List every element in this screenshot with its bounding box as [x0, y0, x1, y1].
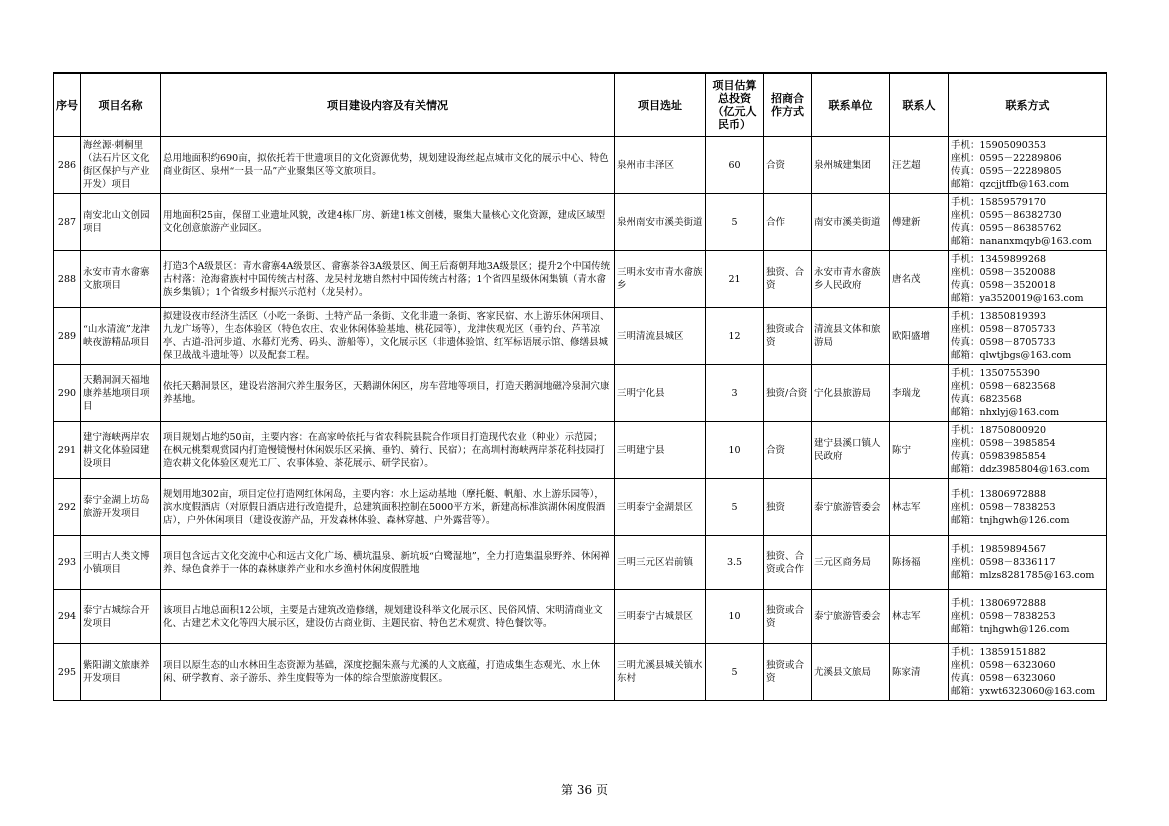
table-row: [54, 422, 1107, 479]
contact-line: 手机：15859579170: [951, 197, 1046, 208]
table-row: [54, 251, 1107, 308]
row-unit: 南安市溪美街道: [812, 194, 890, 251]
table-row: [54, 308, 1107, 365]
row-unit: 永安市青水畲族乡人民政府: [812, 251, 890, 308]
page-number: 第 36 页: [561, 783, 608, 797]
contact-line: 传真：0598－3520018: [951, 280, 1056, 291]
header-site: 项目选址: [615, 73, 706, 137]
row-content: 项目包含远古文化交流中心和远古文化广场、横坑温泉、新坑坂“白鹭湿地”，全力打造集温泉野养、休闲禅养、绿色食养于一体的森林康养产业和水乡渔村休闲度假胜地: [161, 536, 615, 590]
row-invest: 5: [706, 194, 764, 251]
row-project-name: 紫阳湖文旅康养开发项目: [81, 644, 161, 701]
table-row: [54, 194, 1107, 251]
contact-line: 座机：0598－8336117: [951, 557, 1056, 568]
row-seq: 289: [54, 308, 81, 365]
row-site: 三明永安市青水畲族乡: [615, 251, 706, 308]
row-person: 林志军: [890, 590, 949, 644]
contact-line: 座机：0598－7838253: [951, 611, 1056, 622]
contact-line: 座机：0598－3520088: [951, 267, 1056, 278]
project-table: [53, 72, 1107, 701]
row-seq: 294: [54, 590, 81, 644]
row-site: 三明尤溪县城关镇水东村: [615, 644, 706, 701]
contact-line: 手机：13850819393: [951, 311, 1046, 322]
contact-line: 传真：0598－8705733: [951, 337, 1056, 348]
contact-line: 邮箱：mlzs8281785@163.com: [951, 570, 1095, 581]
row-project-name: 海丝源·刺桐里（法石片区文化街区保护与产业开发）项目: [81, 137, 161, 194]
header-person: 联系人: [890, 73, 949, 137]
row-content: 用地面积25亩，保留工业遗址风貌，改建4栋厂房、新建1栋文创楼，聚集大量核心文化资源，建成区域型文化创意旅游产业园区。: [161, 194, 615, 251]
row-contact: [949, 251, 1107, 308]
row-contact: [949, 590, 1107, 644]
row-site: 三明泰宁金湖景区: [615, 479, 706, 536]
row-invest: 5: [706, 479, 764, 536]
row-contact: [949, 308, 1107, 365]
contact-line: 手机：13806972888: [951, 488, 1046, 500]
header-unit: 联系单位: [812, 73, 890, 137]
contact-line: 手机：15905090353: [951, 140, 1046, 151]
row-person: 陈扬福: [890, 536, 949, 590]
row-seq: 293: [54, 536, 81, 590]
row-person: 陈宁: [890, 422, 949, 479]
header-invest: 项目估算总投资（亿元人民币）: [706, 73, 764, 137]
row-person: 唐名茂: [890, 251, 949, 308]
table-row: [54, 365, 1107, 422]
contact-line: 座机：0595－86382730: [951, 210, 1062, 221]
contact-line: 邮箱：nhxlyj@163.com: [951, 407, 1060, 418]
row-mode: 独资或合资: [764, 308, 812, 365]
contact-line: 手机：13806972888: [951, 598, 1046, 609]
row-site: 三明宁化县: [615, 365, 706, 422]
contact-line: 邮箱：nananxmqyb@163.com: [951, 236, 1092, 247]
row-project-name: 永安市青水畲寨文旅项目: [81, 251, 161, 308]
row-mode: 独资: [764, 479, 812, 536]
contact-line: 邮箱：tnjhgwh@126.com: [951, 514, 1070, 526]
row-contact: [949, 536, 1107, 590]
row-unit: 宁化县旅游局: [812, 365, 890, 422]
row-unit: 清流县文体和旅游局: [812, 308, 890, 365]
header-name: 项目名称: [81, 73, 161, 137]
contact-line: 座机：0598－3985854: [951, 438, 1056, 449]
contact-line: 手机：1350755390: [951, 368, 1040, 379]
row-unit: 三元区商务局: [812, 536, 890, 590]
row-project-name: 天鹅洞洞天福地康养基地项目项目: [81, 365, 161, 422]
row-invest: 5: [706, 644, 764, 701]
contact-line: 传真：05983985854: [951, 451, 1046, 462]
row-invest: 60: [706, 137, 764, 194]
contact-line: 座机：0598－6823568: [951, 381, 1056, 392]
table-row: [54, 479, 1107, 536]
row-site: 三明泰宁古城景区: [615, 590, 706, 644]
row-invest: 3: [706, 365, 764, 422]
row-invest: 3.5: [706, 536, 764, 590]
row-contact: [949, 479, 1107, 536]
row-project-name: 建宁海峡两岸农耕文化体验园建设项目: [81, 422, 161, 479]
row-site: 泉州南安市溪美街道: [615, 194, 706, 251]
row-seq: 291: [54, 422, 81, 479]
row-person: 傅建新: [890, 194, 949, 251]
table-row: [54, 590, 1107, 644]
row-site: 三明建宁县: [615, 422, 706, 479]
contact-line: 手机：13459899268: [951, 254, 1046, 265]
row-unit: 泰宁旅游管委会: [812, 590, 890, 644]
row-content: 打造3个A级景区：青水畲寨4A级景区、畲寨茶谷3A级景区、闽王后裔朝拜地3A级景区；提升2个中国传统古村落：沧海畲族村中国传统古村落、龙吴村龙塘自然村中国传统古村落；1个省四星级休闲集镇（青水畲族乡集镇）；1个省级乡村振兴示范村（龙吴村）。: [161, 251, 615, 308]
contact-line: 座机：0598－7838253: [951, 501, 1056, 513]
row-contact: [949, 644, 1107, 701]
row-seq: 286: [54, 137, 81, 194]
table-row: [54, 644, 1107, 701]
row-seq: 295: [54, 644, 81, 701]
contact-line: 邮箱：tnjhgwh@126.com: [951, 624, 1070, 635]
row-mode: 合资: [764, 422, 812, 479]
row-invest: 10: [706, 590, 764, 644]
contact-line: 邮箱：qlwtjbgs@163.com: [951, 350, 1072, 361]
row-content: 依托天鹅洞景区，建设岩溶洞穴养生服务区，天鹅湖休闲区，房车营地等项目，打造天鹅洞地磁冷泉洞穴康养基地。: [161, 365, 615, 422]
contact-line: 传真：0595－86385762: [951, 223, 1062, 234]
row-invest: 21: [706, 251, 764, 308]
contact-line: 传真：0598－6323060: [951, 673, 1056, 684]
row-mode: 合资: [764, 137, 812, 194]
row-seq: 287: [54, 194, 81, 251]
contact-line: 手机：13859151882: [951, 647, 1046, 658]
row-site: 三明清流县城区: [615, 308, 706, 365]
row-project-name: “山水清流”龙津峡夜游精品项目: [81, 308, 161, 365]
contact-line: 传真：0595－22289805: [951, 166, 1062, 177]
row-mode: 独资或合资: [764, 644, 812, 701]
row-person: 林志军: [890, 479, 949, 536]
contact-line: 邮箱：ddz3985804@163.com: [951, 464, 1090, 475]
table-row: [54, 536, 1107, 590]
row-mode: 独资、合资或合作: [764, 536, 812, 590]
contact-line: 手机：19859894567: [951, 544, 1046, 555]
header-content: 项目建设内容及有关情况: [161, 73, 615, 137]
contact-line: 邮箱：yxwt6323060@163.com: [951, 686, 1096, 697]
row-unit: 泰宁旅游管委会: [812, 479, 890, 536]
table-row: [54, 137, 1107, 194]
row-content: 项目规划占地约50亩，主要内容：在高家岭依托与省农科院县院合作项目打造现代农业（种业）示范园；在枫元桃梨观赏园内打造慢镜慢村休闲娱乐区采摘、垂钓、骑行、民宿）；在高圳村海峡两岸茶花科技园打造农耕文化体验区观光工厂、农事体验、茶花展示、研学民宿）。: [161, 422, 615, 479]
row-site: 三明三元区岩前镇: [615, 536, 706, 590]
contact-line: 传真：6823568: [951, 394, 1022, 405]
row-mode: 独资/合资: [764, 365, 812, 422]
row-project-name: 泰宁古城综合开发项目: [81, 590, 161, 644]
contact-line: 手机：18750800920: [951, 425, 1046, 436]
row-contact: [949, 365, 1107, 422]
row-seq: 290: [54, 365, 81, 422]
header-seq: 序号: [54, 73, 81, 137]
row-contact: [949, 194, 1107, 251]
row-person: 汪艺超: [890, 137, 949, 194]
row-unit: 尤溪县文旅局: [812, 644, 890, 701]
contact-line: 邮箱：qzcjjtffb@163.com: [951, 179, 1070, 190]
row-mode: 独资或合资: [764, 590, 812, 644]
row-site: 泉州市丰泽区: [615, 137, 706, 194]
row-mode: 合作: [764, 194, 812, 251]
row-unit: 建宁县溪口镇人民政府: [812, 422, 890, 479]
row-content: 规划用地302亩，项目定位打造网红休闲岛，主要内容：水上运动基地（摩托艇、帆船、水上游乐园等），滨水度假酒店（对原假日酒店进行改造提升，总建筑面积控制在5000平方米，新建高标准滨湖休闲度假酒店），户外休闲项目（建设夜游产品，开发森林体验、森林穿越、户外露营等）。: [161, 479, 615, 536]
row-person: 李瑞龙: [890, 365, 949, 422]
contact-line: 邮箱：ya3520019@163.com: [951, 293, 1084, 304]
row-unit: 泉州城建集团: [812, 137, 890, 194]
table-header-row: [54, 73, 1107, 137]
row-person: 欧阳盛增: [890, 308, 949, 365]
row-person: 陈家清: [890, 644, 949, 701]
header-contact: 联系方式: [949, 73, 1107, 137]
header-mode: 招商合作方式: [764, 73, 812, 137]
row-seq: 288: [54, 251, 81, 308]
row-content: 项目以原生态的山水林田生态资源为基础，深度挖掘朱熹与尤溪的人文底蕴，打造成集生态观光、水上休闲、研学教育、亲子游乐、养生度假等为一体的综合型旅游度假区。: [161, 644, 615, 701]
row-contact: [949, 137, 1107, 194]
row-invest: 10: [706, 422, 764, 479]
contact-line: 座机：0598－8705733: [951, 324, 1056, 335]
row-project-name: 三明古人类文博小镇项目: [81, 536, 161, 590]
contact-line: 座机：0598－6323060: [951, 660, 1056, 671]
row-content: 总用地面积约690亩，拟依托若干世遗项目的文化资源优势，规划建设海丝起点城市文化的展示中心、特色商业街区、泉州“一县一品”产业聚集区等文旅项目。: [161, 137, 615, 194]
row-project-name: 南安北山文创园项目: [81, 194, 161, 251]
row-contact: [949, 422, 1107, 479]
row-content: 该项目占地总面积12公顷，主要是古建筑改造修缮，规划建设科举文化展示区、民俗风情、宋明清商业文化、古建艺术文化等四大展示区，建设仿古商业街、主题民宿、特色艺术观赏、特色餐饮等。: [161, 590, 615, 644]
row-content: 拟建设夜市经济生活区（小吃一条街、土特产品一条街、文化非遗一条街、客家民宿、水上游乐休闲项目、九龙广场等），生态体验区（特色农庄、农业休闲体验基地、桃花园等），龙津侠观光区（垂钓台、芦苇凉亭、古道-沿河步道、水幕灯光秀、码头、游船等），文化展示区（非遗体验馆、红军标语展示馆、修缮县城保卫战战斗遗址等）以及配套工程。: [161, 308, 615, 365]
row-mode: 独资、合资: [764, 251, 812, 308]
row-project-name: 泰宁金湖上坊岛旅游开发项目: [81, 479, 161, 536]
contact-line: 座机：0595－22289806: [951, 153, 1062, 164]
row-seq: 292: [54, 479, 81, 536]
row-invest: 12: [706, 308, 764, 365]
